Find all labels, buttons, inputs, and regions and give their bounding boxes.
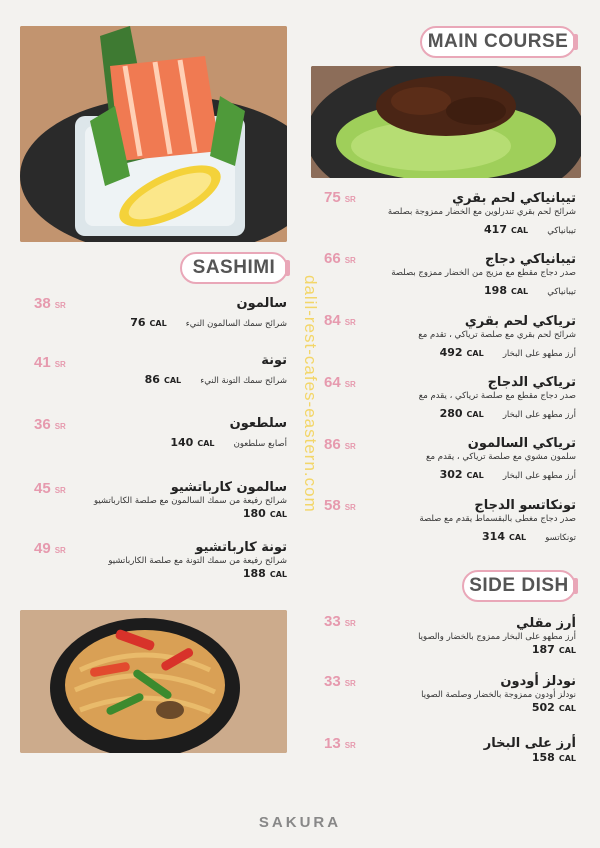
calories-value: 140 [170, 436, 194, 449]
currency-label: SR [344, 619, 356, 628]
item-description: صدر دجاج مقطع مع صلصة ترياكي ، يقدم مع [418, 391, 576, 401]
currency-label: SR [54, 422, 66, 431]
item-name: أرز مقلي [516, 616, 576, 631]
calories-value: 417 [484, 223, 507, 236]
calories-unit: CAL [466, 349, 484, 358]
calories-unit: CAL [558, 646, 576, 655]
item-name: ترياكي لحم بقري [464, 314, 576, 329]
item-name: سالمون كارباتشيو [170, 480, 287, 495]
price-value: 33 [324, 613, 341, 630]
section-title: MAIN COURSE [427, 31, 569, 52]
item-name: تونة كارباتشيو [195, 540, 287, 555]
item-calories [484, 223, 528, 236]
section-title: SIDE DISH [469, 575, 569, 596]
menu-item [426, 436, 576, 482]
pill-accent [573, 578, 578, 594]
price-value: 66 [324, 250, 341, 267]
calories-unit: CAL [558, 754, 576, 763]
item-description: شرائح رفيعة من سمك السالمون مع صلصة الكارباتشيو [93, 496, 287, 506]
calories-unit: CAL [197, 439, 215, 448]
item-price [34, 540, 66, 557]
menu-item [418, 314, 576, 360]
item-name: نودلز أودون [500, 674, 576, 689]
calories-unit: CAL [269, 510, 287, 519]
calories-value: 86 [144, 373, 160, 386]
watermark: dalil-rest-cafes-eastern.com [301, 275, 320, 513]
calories-unit: CAL [466, 471, 484, 480]
menu-item [484, 736, 576, 764]
brand-logo: SAKURA [258, 814, 342, 831]
menu-item [419, 375, 576, 421]
item-description: تيبانياكي [547, 226, 576, 236]
item-name: سلطعون [229, 416, 287, 431]
calories-value: 302 [439, 468, 463, 481]
currency-label: SR [344, 256, 356, 265]
item-calories [440, 346, 484, 359]
item-price [324, 312, 356, 329]
item-calories [482, 530, 526, 543]
currency-label: SR [54, 360, 66, 369]
price-value: 58 [324, 497, 341, 514]
calories-value: 492 [439, 346, 463, 359]
section-title: SASHIMI [192, 257, 276, 278]
item-description: تونكاتسو [545, 533, 576, 543]
currency-label: SR [344, 318, 356, 327]
section-main-course [420, 26, 576, 58]
calories-unit: CAL [508, 533, 527, 542]
item-price [324, 613, 356, 630]
currency-label: SR [344, 741, 356, 750]
calories-unit: CAL [149, 319, 167, 328]
currency-label: SR [54, 486, 66, 495]
item-price [324, 497, 356, 514]
currency-label: SR [54, 301, 66, 310]
item-description: تيبانياكي [547, 287, 576, 297]
item-name: ترياكي السالمون [467, 436, 576, 451]
item-name: تونكاتسو الدجاج [474, 498, 576, 513]
item-description: شرائح رفيعة من سمك التونة مع صلصة الكارباتشيو [108, 556, 287, 566]
menu-item [421, 674, 576, 714]
price-value: 45 [34, 480, 51, 497]
item-name: سالمون [236, 296, 287, 311]
item-calories [94, 507, 287, 520]
price-value: 13 [324, 735, 341, 752]
price-value: 84 [324, 312, 341, 329]
calories-value: 180 [242, 507, 266, 520]
price-value: 33 [324, 673, 341, 690]
item-calories [130, 316, 166, 329]
item-calories [170, 436, 214, 449]
noodles-photo [20, 610, 287, 753]
item-price [34, 480, 66, 497]
item-price [324, 436, 356, 453]
item-description: أصابع سلطعون [233, 439, 287, 449]
pill-accent [573, 34, 578, 50]
item-description: أرز مطهو على البخار [502, 349, 576, 359]
menu-item [170, 416, 287, 450]
currency-label: SR [344, 679, 356, 688]
item-price [324, 250, 356, 267]
teppanyaki-photo [311, 66, 581, 178]
item-calories [418, 643, 576, 656]
calories-unit: CAL [558, 704, 576, 713]
calories-unit: CAL [510, 226, 529, 235]
item-calories [440, 468, 484, 481]
currency-label: SR [344, 442, 356, 451]
item-description: شرائح سمك السالمون النيء [185, 319, 287, 329]
menu-item [419, 498, 576, 544]
menu-item [108, 540, 287, 580]
price-value: 49 [34, 540, 51, 557]
item-name: ترياكي الدجاج [487, 375, 576, 390]
section-side-dish [462, 570, 576, 602]
currency-label: SR [344, 503, 356, 512]
item-price [34, 354, 66, 371]
calories-unit: CAL [269, 570, 287, 579]
item-description: نودلز أودون ممزوجة بالخضار وصلصة الصويا [421, 690, 576, 700]
item-calories [440, 407, 484, 420]
price-value: 86 [324, 436, 341, 453]
calories-unit: CAL [163, 376, 182, 385]
calories-unit: CAL [510, 287, 529, 296]
item-description: سلمون مشوي مع صلصة ترياكي ، يقدم مع [426, 452, 576, 462]
item-calories [421, 701, 576, 714]
section-sashimi [180, 252, 288, 284]
calories-value: 280 [439, 407, 463, 420]
item-calories [484, 751, 576, 764]
item-name: تونة [261, 353, 287, 368]
pill-accent [285, 260, 290, 276]
item-calories [108, 567, 287, 580]
currency-label: SR [54, 546, 66, 555]
item-description: أرز مطهو على البخار [502, 410, 576, 420]
item-name: تيبانياكي لحم بقري [452, 191, 576, 206]
menu-item [391, 252, 576, 298]
calories-value: 158 [531, 751, 555, 764]
currency-label: SR [344, 380, 356, 389]
calories-value: 76 [130, 316, 146, 329]
calories-value: 198 [484, 284, 507, 297]
item-description: شرائح سمك التونة النيء [200, 376, 287, 386]
calories-unit: CAL [466, 410, 484, 419]
currency-label: SR [344, 195, 356, 204]
item-description: أرز مطهو على البخار ممزوج بالخضار والصويا [418, 632, 576, 642]
item-price [34, 295, 66, 312]
item-price [324, 374, 356, 391]
item-price [324, 189, 356, 206]
item-description: شرائح لحم بقري مع صلصة ترياكي ، تقدم مع [418, 330, 576, 340]
price-value: 75 [324, 189, 341, 206]
menu-item [130, 296, 287, 330]
item-description: صدر دجاج مقطع مع مزيج من الخضار ممزوج بصلصة [391, 268, 576, 278]
item-price [34, 416, 66, 433]
menu-item [388, 191, 576, 237]
item-price [324, 673, 356, 690]
price-value: 36 [34, 416, 51, 433]
item-description: شرائح لحم بقري تندرلوين مع الخضار ممزوجة بصلصة [387, 207, 576, 217]
menu-item [94, 480, 287, 520]
item-description: أرز مطهو على البخار [502, 471, 576, 481]
item-description: صدر دجاج مغطى بالبقسماط يقدم مع صلصة [419, 514, 576, 524]
calories-value: 188 [242, 567, 266, 580]
menu-item [145, 353, 287, 387]
price-value: 41 [34, 354, 51, 371]
item-price [324, 735, 356, 752]
item-calories [484, 284, 528, 297]
calories-value: 314 [482, 530, 505, 543]
calories-value: 187 [531, 643, 555, 656]
menu-item [418, 616, 576, 656]
sashimi-photo [20, 26, 287, 242]
price-value: 64 [324, 374, 341, 391]
item-name: أرز على البخار [483, 736, 576, 751]
price-value: 38 [34, 295, 51, 312]
calories-value: 502 [531, 701, 555, 714]
item-calories [145, 373, 181, 386]
item-name: تيبانياكي دجاج [485, 252, 576, 267]
